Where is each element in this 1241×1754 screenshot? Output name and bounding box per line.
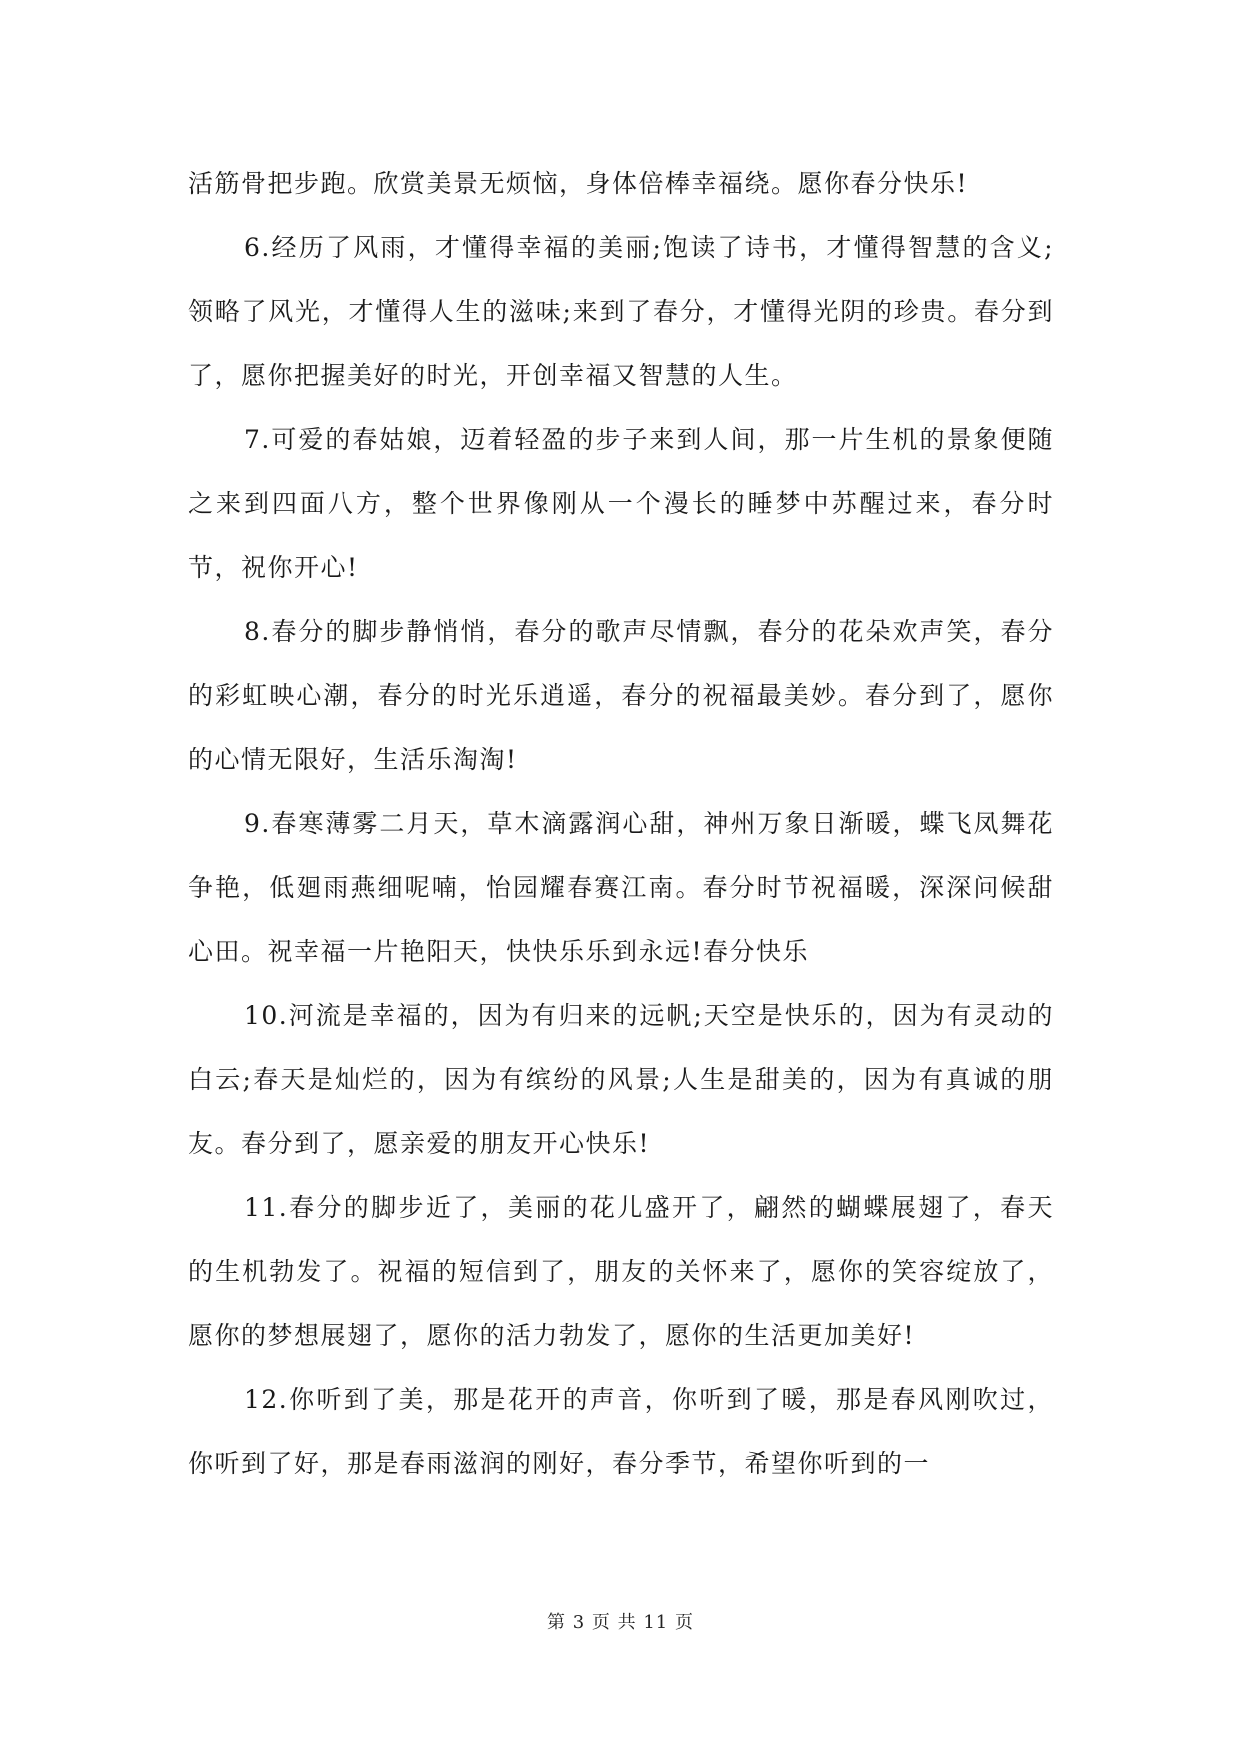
paragraph-8: 8.春分的脚步静悄悄，春分的歌声尽情飘，春分的花朵欢声笑，春分的彩虹映心潮，春分的时光乐逍遥，春分的祝福最美妙。春分到了，愿你的心情无限好，生活乐淘淘! — [188, 617, 1054, 774]
paragraph-continuation: 活筋骨把步跑。欣赏美景无烦恼，身体倍棒幸福绕。愿你春分快乐! — [188, 169, 969, 198]
body-text — [188, 152, 1054, 1496]
paragraph-6: 6.经历了风雨，才懂得幸福的美丽;饱读了诗书，才懂得智慧的含义;领略了风光，才懂得人生的滋味;来到了春分，才懂得光阴的珍贵。春分到了，愿你把握美好的时光，开创幸福又智慧的人生。 — [188, 233, 1054, 390]
paragraph-12: 12.你听到了美，那是花开的声音，你听到了暖，那是春风刚吹过，你听到了好，那是春雨滋润的刚好，春分季节，希望你听到的一 — [188, 1385, 1054, 1478]
paragraph-9: 9.春寒薄雾二月天，草木滴露润心甜，神州万象日渐暖，蝶飞凤舞花争艳，低廻雨燕细呢喃，怡园耀春赛江南。春分时节祝福暖，深深问候甜心田。祝幸福一片艳阳天，快快乐乐到永远!春分快乐 — [188, 809, 1054, 966]
paragraph-10: 10.河流是幸福的，因为有归来的远帆;天空是快乐的，因为有灵动的白云;春天是灿烂的，因为有缤纷的风景;人生是甜美的，因为有真诚的朋友。春分到了，愿亲爱的朋友开心快乐! — [188, 1001, 1054, 1158]
paragraph-11: 11.春分的脚步近了，美丽的花儿盛开了，翩然的蝴蝶展翅了，春天的生机勃发了。祝福的短信到了，朋友的关怀来了，愿你的笑容绽放了，愿你的梦想展翅了，愿你的活力勃发了，愿你的生活更加美好! — [188, 1193, 1054, 1350]
page-number-footer: 第 3 页 共 11 页 — [547, 1612, 694, 1633]
paragraph-7: 7.可爱的春姑娘，迈着轻盈的步子来到人间，那一片生机的景象便随之来到四面八方，整个世界像刚从一个漫长的睡梦中苏醒过来，春分时节，祝你开心! — [188, 425, 1054, 582]
